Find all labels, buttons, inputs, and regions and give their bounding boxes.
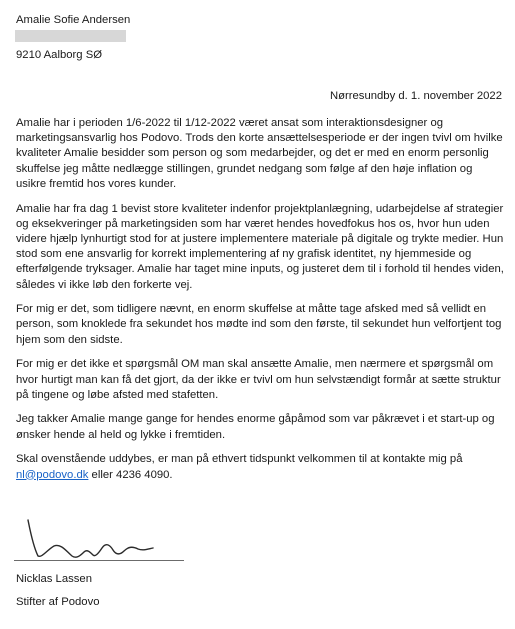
paragraph-farewell: For mig er det, som tidligere nævnt, en enorm skuffelse at måtte tage afsked med så vellidt en person, som knoklede fra sekundet hos mødte ind som den første, til sekundet hun velfortjent tog hjem som den sidste. — [16, 303, 502, 346]
paragraph-employment: Amalie har i perioden 1/6-2022 til 1/12-2022 været ansat som interaktionsdesigner og marketingsansvarlig hos Podovo. Trods den korte ansættelsesperiode er der ingen tvivl om hvilke kvaliteter Amalie besidder som person og som medarbejder, og det er med en enorm personlig skuffelse jeg måtte nedlægge stillingen, grundet nedgang som følge af den høje inflation og usikre fremtid hos vores kunder. — [16, 117, 503, 190]
letter-body — [16, 116, 504, 492]
redacted-address — [15, 30, 126, 42]
sender-name: Amalie Sofie Andersen — [16, 14, 131, 26]
paragraph-qualities: Amalie har fra dag 1 bevist store kvaliteter indenfor projektplanlægning, udarbejdelse af strategier og eksekveringer på marketingsiden som har været hendes hovedfokus hos os, hvor hun uden videre hjælp lynhurtigt stod for at justere implementere materiale på digitale og trykte medier. Hun stod som ene ansvarlig for korrekt implementering af ny grafisk identitet, ny hjemmeside og efterfølgende tryksager. Amalie har taget mine inputs, og justeret dem til i forhold til hendes viden, således vi ikke løb den forkerte vej. — [16, 202, 504, 291]
paragraph-contact — [16, 452, 504, 482]
contact-intro: Skal ovenstående uddybes, er man på ethvert tidspunkt velkommen til at kontakte mig på — [16, 453, 463, 466]
email-link[interactable]: nl@podovo.dk — [16, 468, 89, 481]
handwritten-signature — [14, 518, 174, 564]
sender-city: 9210 Aalborg SØ — [16, 49, 103, 61]
signer-name: Nicklas Lassen — [16, 573, 92, 585]
paragraph-recommendation: For mig er det ikke et spørgsmål OM man skal ansætte Amalie, men nærmere et spørgsmål om hvor hurtigt man kan få det gjort, da der ikke er tvivl om hun selvstændigt formår at sætte struktur på tingene og løbe afsted med stafetten. — [16, 358, 501, 401]
date-line: Nørresundby d. 1. november 2022 — [329, 90, 502, 102]
signature-line — [14, 560, 184, 561]
contact-outro: eller 4236 4090. — [91, 468, 173, 481]
signer-title: Stifter af Podovo — [16, 596, 100, 608]
paragraph-thanks: Jeg takker Amalie mange gange for hendes enorme gåpåmod som var påkrævet i et start-up og ønsker hende al held og lykke i fremtiden. — [16, 413, 495, 441]
